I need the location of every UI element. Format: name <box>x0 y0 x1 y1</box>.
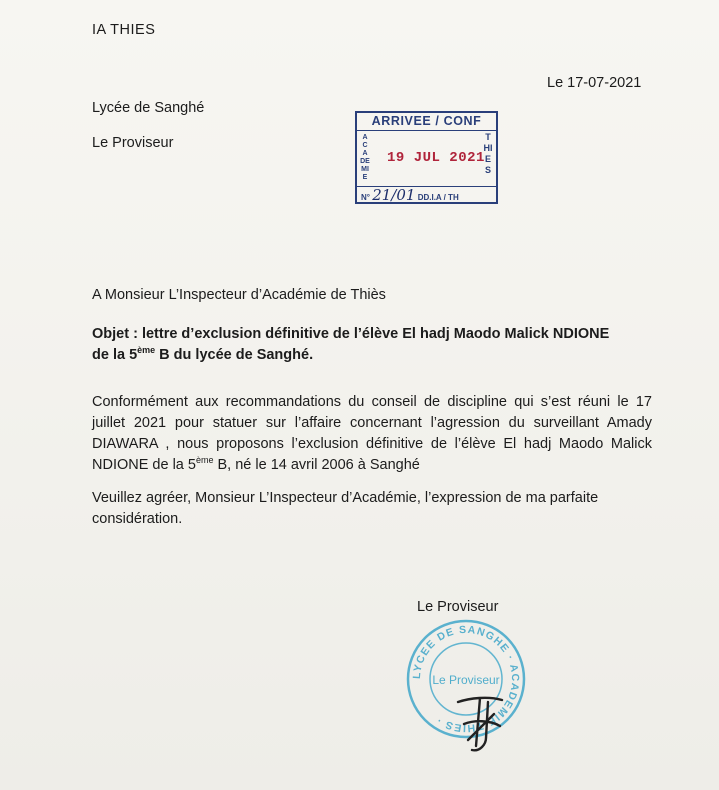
stamp-number-prefix: N° <box>361 193 370 202</box>
svg-text:LYCEE DE SANGHE · ACADEMIE THI: LYCEE DE SANGHE · ACADEMIE THIES · <box>410 623 522 735</box>
stamp-number-suffix: DD.I.A / TH <box>417 193 459 202</box>
stamp-date: 19 JUL 2021 <box>387 150 485 166</box>
arrival-stamp <box>355 111 498 204</box>
stamp-number-handwritten: 21/01 <box>372 186 416 204</box>
subject-line-2: de la 5ème B du lycée de Sanghé. <box>92 345 314 363</box>
handwritten-signature-icon <box>450 680 510 760</box>
svg-text:Le Proviseur: Le Proviseur <box>432 673 500 687</box>
subject-line-1: Objet : lettre d’exclusion définitive de l’élève El hadj Maodo Malick NDIONE <box>92 326 610 342</box>
stamp-title: ARRIVEE / CONF <box>357 113 496 131</box>
school-name: Lycée de Sanghé <box>92 100 205 116</box>
closing-paragraph: Veuillez agréer, Monsieur L’Inspecteur d’Académie, l’expression de ma parfaite considération. <box>92 490 599 527</box>
signature-title: Le Proviseur <box>417 599 499 615</box>
institution-header: IA THIES <box>92 22 156 38</box>
subject-block <box>92 324 662 366</box>
recipient-line: A Monsieur L’Inspecteur d’Académie de Thiès <box>92 287 386 303</box>
stamp-side-left: ACADEMIE <box>360 134 370 181</box>
stamp-number <box>357 186 496 204</box>
sender-title: Le Proviseur <box>92 135 174 151</box>
stamp-side-right: THIES <box>483 132 493 175</box>
body-paragraph: Conformément aux recommandations du conseil de discipline qui s’est réuni le 17 juillet 2021 pour statuer sur l’affaire concernant l’agression du surveillant Amady DIAWARA , nous proposons l’exclusion définitive de l’élève El hadj Maodo Malick NDIONE de la 5ème B, né le 14 avril 2006 à Sanghé <box>92 394 652 473</box>
letter-date: Le 17-07-2021 <box>547 75 642 91</box>
